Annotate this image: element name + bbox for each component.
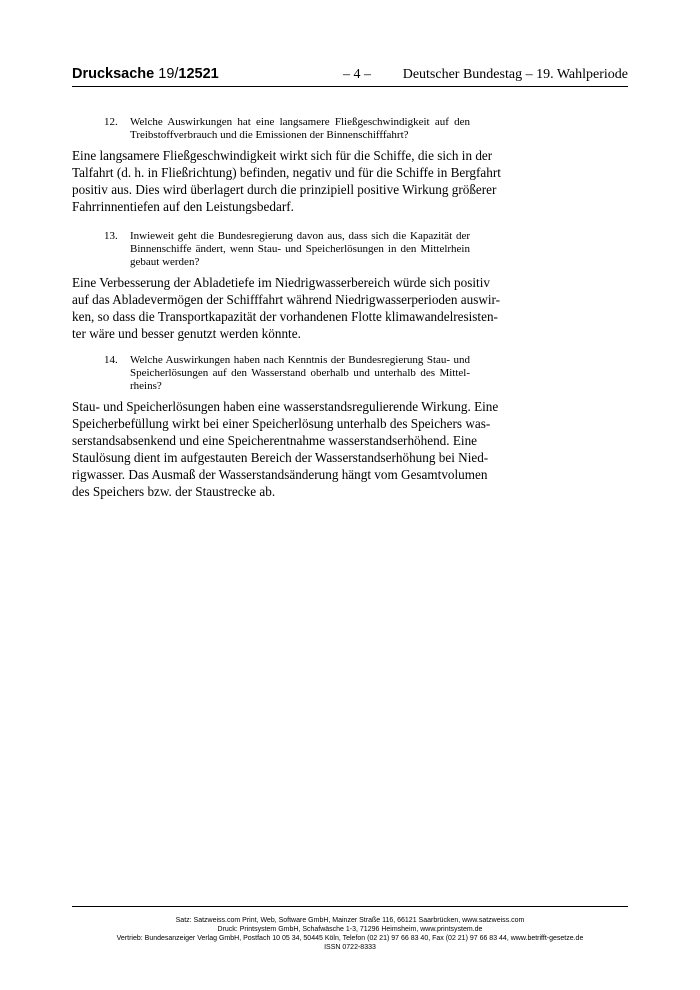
text-line: Stau- und Speicherlösungen haben eine wasserstandsregulierende Wirkung. Eine (72, 399, 499, 414)
answer-14 (72, 398, 499, 500)
question-number: 14. (104, 354, 118, 366)
answer-13 (72, 274, 501, 342)
text-line: positiv aus. Dies wird überlagert durch die prinzipiell positive Wirkung größerer (72, 182, 497, 197)
text-line: Eine langsamere Fließgeschwindigkeit wirkt sich für die Schiffe, die sich in der (72, 148, 493, 163)
text-line: auf das Abladevermögen der Schifffahrt während Niedrigwasserperioden auswir- (72, 292, 501, 307)
question-text (130, 116, 470, 142)
text-line: ter wäre und besser genutzt werden könnte. (72, 326, 301, 341)
footer-line: Vertrieb: Bundesanzeiger Verlag GmbH, Postfach 10 05 34, 50445 Köln, Telefon (02 21) 97 66 83 40, Fax (02 21) 97 66 83 44, www.betrifft-gesetze.de (116, 935, 584, 942)
document-number (72, 66, 219, 82)
text-line: rheins? (130, 380, 162, 392)
text-line: Binnenschiffe ändert, wenn Stau- und Speicherlösungen in den Mittelrhein (130, 243, 470, 255)
question-text (130, 230, 470, 269)
footer-line: ISSN 0722-8333 (324, 944, 376, 951)
page-number: – 4 – (343, 67, 371, 82)
text-line: Welche Auswirkungen haben nach Kenntnis der Bundesregierung Stau- und (130, 354, 470, 366)
doc-period: 19/ (158, 66, 179, 82)
doc-label: Drucksache (72, 66, 155, 82)
footer-line: Druck: Printsystem GmbH, Schafwäsche 1-3, 71296 Heimsheim, www.printsystem.de (217, 926, 483, 933)
page-footer (72, 916, 628, 952)
question-text (130, 354, 470, 393)
page-header (72, 66, 628, 84)
doc-number: 12521 (178, 66, 219, 82)
text-line: Fahrrinnentiefen auf den Leistungsbedarf. (72, 199, 294, 214)
publisher: Deutscher Bundestag – 19. Wahlperiode (402, 67, 628, 82)
text-line: des Speichers bzw. der Staustrecke ab. (72, 484, 276, 499)
text-line: ken, so dass die Transportkapazität der vorhandenen Flotte klimawandelresisten- (72, 309, 498, 324)
text-line: Speicherbefüllung wirkt bei einer Speicherlösung unterhalb des Speichers was- (72, 416, 491, 431)
text-line: Talfahrt (d. h. in Fließrichtung) befinden, negativ und für die Schiffe in Bergfahrt (72, 165, 501, 180)
text-line: rigwasser. Das Ausmaß der Wasserstandsänderung hängt vom Gesamtvolumen (72, 467, 488, 482)
text-line: serstandsabsenkend und eine Speicherentnahme wasserstandserhöhend. Eine (72, 433, 478, 448)
question-12 (104, 116, 470, 142)
question-number: 12. (104, 116, 118, 128)
text-line: gebaut werden? (130, 256, 200, 268)
text-line: Staulösung dient im aufgestauten Bereich der Wasserstandserhöhung bei Nied- (72, 450, 489, 465)
answer-12 (72, 147, 501, 215)
question-14 (104, 354, 470, 393)
text-line: Welche Auswirkungen hat eine langsamere Fließgeschwindigkeit auf den (130, 116, 470, 128)
header-rule (72, 86, 628, 87)
footer-line: Satz: Satzweiss.com Print, Web, Software GmbH, Mainzer Straße 116, 66121 Saarbrücken, www.satzweiss.com (175, 917, 525, 924)
text-line: Speicherlösungen auf den Wasserstand oberhalb und unterhalb des Mittel- (130, 367, 470, 379)
text-line: Treibstoffverbrauch und die Emissionen der Binnenschifffahrt? (130, 129, 409, 141)
footer-rule (72, 906, 628, 907)
question-13 (104, 230, 470, 269)
text-line: Inwieweit geht die Bundesregierung davon aus, dass sich die Kapazität der (130, 230, 470, 242)
text-line: Eine Verbesserung der Abladetiefe im Niedrigwasserbereich würde sich positiv (72, 275, 490, 290)
question-number: 13. (104, 230, 118, 242)
